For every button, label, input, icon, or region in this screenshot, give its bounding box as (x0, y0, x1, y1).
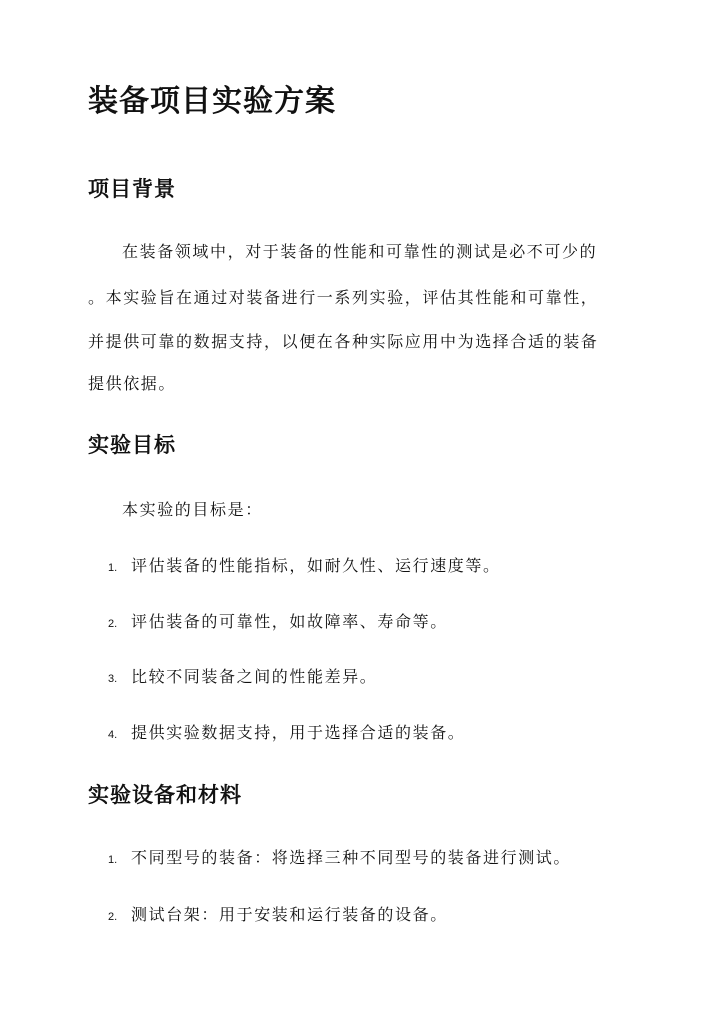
section-heading-objectives: 实验目标 (88, 432, 176, 457)
list-item (108, 905, 448, 924)
list-text: 测试台架：用于安装和运行装备的设备。 (131, 905, 448, 924)
list-text: 不同型号的装备：将选择三种不同型号的装备进行测试。 (131, 848, 572, 867)
list-item (108, 556, 501, 575)
paragraph-line: 在装备领域中，对于装备的性能和可靠性的测试是必不可少的 (122, 242, 598, 261)
list-number: 1. (108, 562, 118, 574)
list-text: 提供实验数据支持，用于选择合适的装备。 (131, 723, 466, 742)
list-item (108, 667, 377, 686)
list-item (108, 723, 465, 742)
section-heading-background: 项目背景 (88, 176, 176, 201)
list-number: 4. (108, 729, 118, 741)
list-number: 3. (108, 673, 118, 685)
paragraph-line: 提供依据。 (88, 374, 177, 393)
list-item (108, 848, 571, 867)
paragraph-line: 并提供可靠的数据支持，以便在各种实际应用中为选择合适的装备 (88, 332, 599, 351)
paragraph-line: 。本实验旨在通过对装备进行一系列实验，评估其性能和可靠性， (88, 288, 599, 307)
list-text: 评估装备的性能指标，如耐久性、运行速度等。 (131, 556, 501, 575)
list-item (108, 612, 448, 631)
list-number: 2. (108, 618, 118, 630)
list-number: 1. (108, 854, 118, 866)
list-number: 2. (108, 911, 118, 923)
objectives-intro: 本实验的目标是： (122, 500, 263, 519)
list-text: 评估装备的可靠性，如故障率、寿命等。 (131, 612, 448, 631)
section-heading-equipment: 实验设备和材料 (88, 782, 242, 807)
list-text: 比较不同装备之间的性能差异。 (131, 667, 378, 686)
document-title: 装备项目实验方案 (88, 84, 336, 119)
